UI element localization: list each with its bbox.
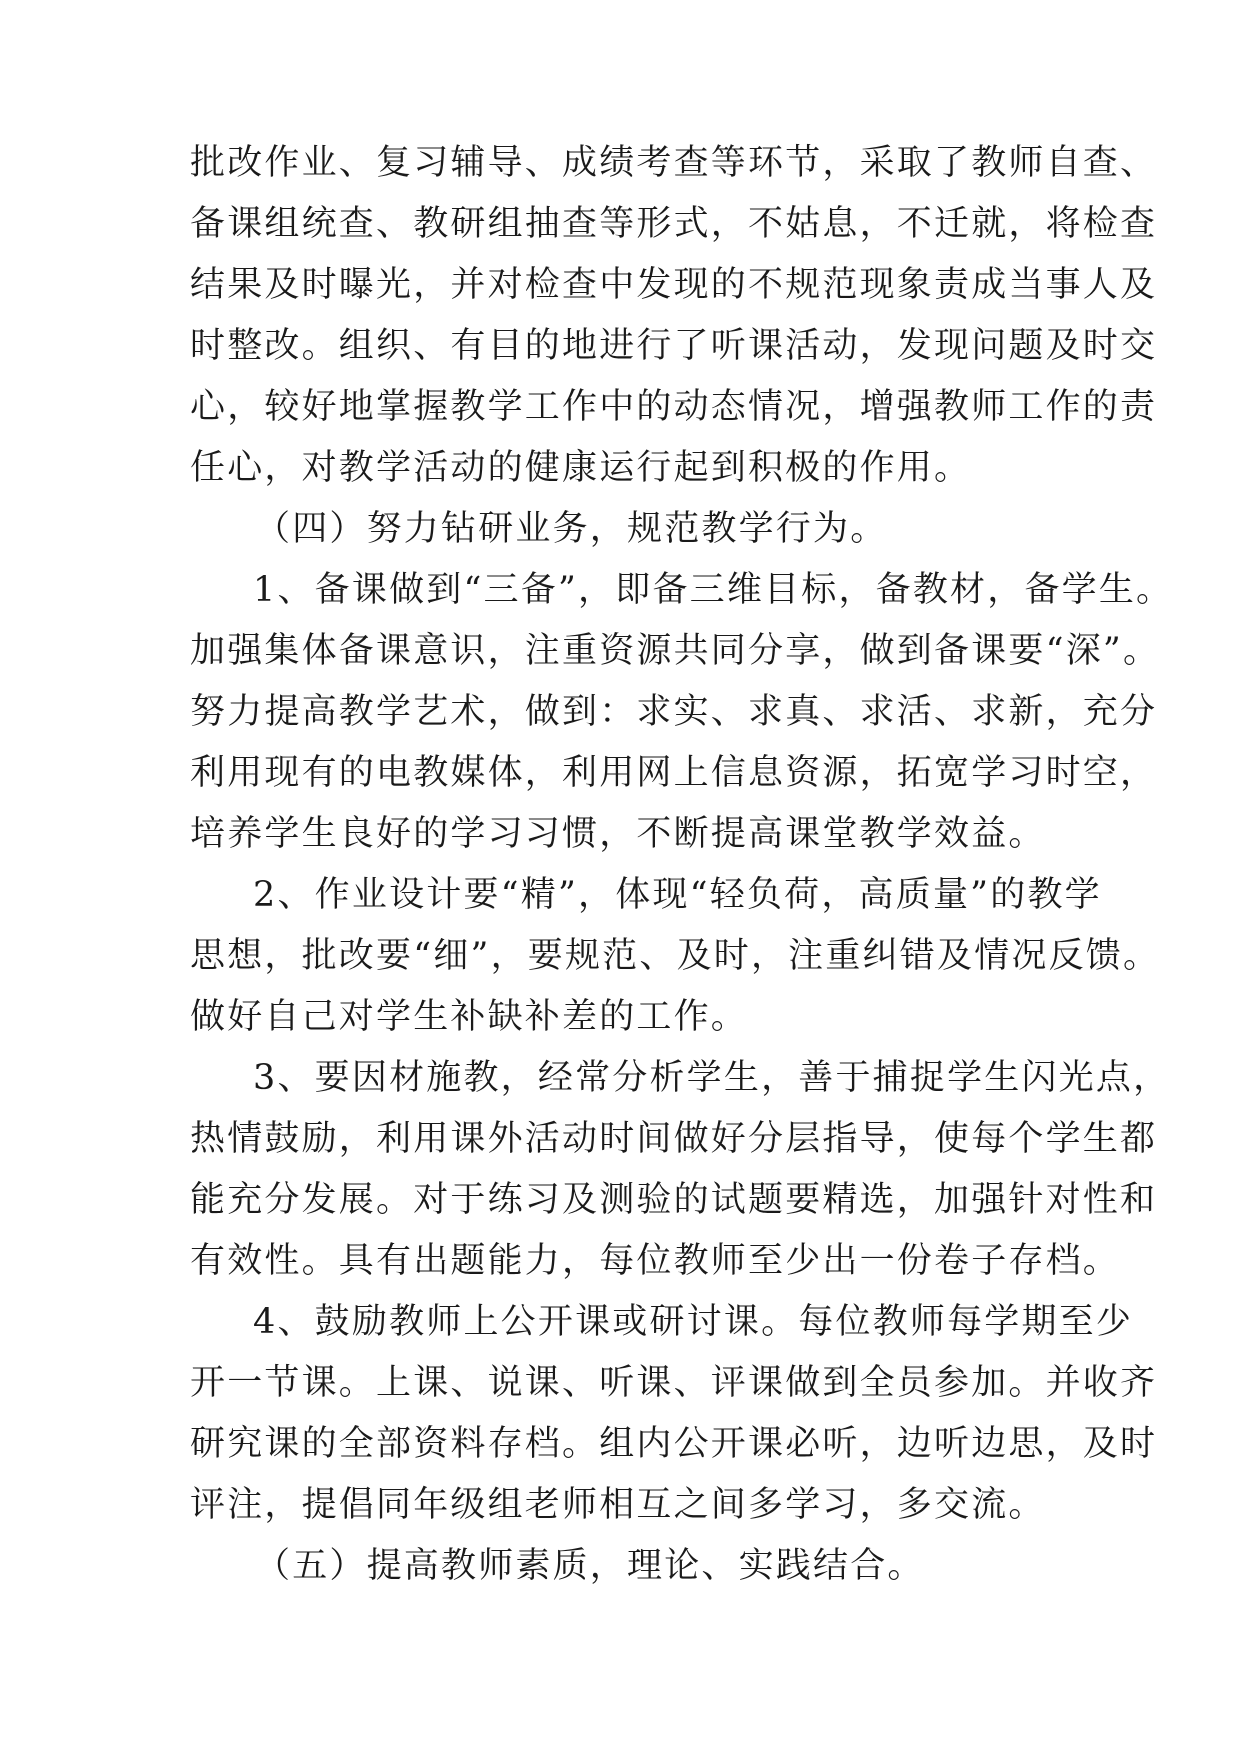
text-line: 热情鼓励，利用课外活动时间做好分层指导，使每个学生都: [190, 1119, 1158, 1159]
text-line: 备课组统查、教研组抽查等形式，不姑息，不迁就，将检查: [190, 204, 1158, 244]
text-line: 做好自己对学生补缺补差的工作。: [190, 997, 749, 1037]
text-line: 时整改。组织、有目的地进行了听课活动，发现问题及时交: [190, 326, 1158, 366]
text-line: 能充分发展。对于练习及测验的试题要精选，加强针对性和: [190, 1180, 1158, 1220]
text-line: 任心，对教学活动的健康运行起到积极的作用。: [190, 448, 972, 488]
text-line: 加强集体备课意识，注重资源共同分享，做到备课要“深”。: [190, 631, 1161, 671]
text-line: 研究课的全部资料存档。组内公开课必听，边听边思，及时: [190, 1424, 1158, 1464]
text-line: 批改作业、复习辅导、成绩考查等环节，采取了教师自查、: [190, 143, 1158, 183]
text-line: 开一节课。上课、说课、听课、评课做到全员参加。并收齐: [190, 1363, 1158, 1403]
text-line: 利用现有的电教媒体，利用网上信息资源，拓宽学习时空，: [190, 753, 1158, 793]
text-line: 努力提高教学艺术，做到：求实、求真、求活、求新，充分: [190, 692, 1158, 732]
text-line: 培养学生良好的学习习惯，不断提高课堂教学效益。: [190, 814, 1046, 854]
section-heading: （五）提高教师素质，理论、实践结合。: [255, 1546, 925, 1586]
text-line: 3、要因材施教，经常分析学生，善于捕捉学生闪光点，: [253, 1058, 1171, 1098]
text-line: 心，较好地掌握教学工作中的动态情况，增强教师工作的责: [190, 387, 1158, 427]
text-line: 思想，批改要“细”，要规范、及时，注重纠错及情况反馈。: [190, 936, 1161, 976]
text-line: 评注，提倡同年级组老师相互之间多学习，多交流。: [190, 1485, 1046, 1525]
text-line: 结果及时曝光，并对检查中发现的不规范现象责成当事人及: [190, 265, 1158, 305]
text-line: 4、鼓励教师上公开课或研讨课。每位教师每学期至少: [253, 1302, 1134, 1342]
text-line: 2、作业设计要“精”，体现“轻负荷，高质量”的教学: [253, 875, 1102, 915]
text-line: 1、备课做到“三备”，即备三维目标，备教材，备学生。: [253, 570, 1174, 610]
section-heading: （四）努力钻研业务，规范教学行为。: [255, 509, 888, 549]
text-line: 有效性。具有出题能力，每位教师至少出一份卷子存档。: [190, 1241, 1121, 1281]
